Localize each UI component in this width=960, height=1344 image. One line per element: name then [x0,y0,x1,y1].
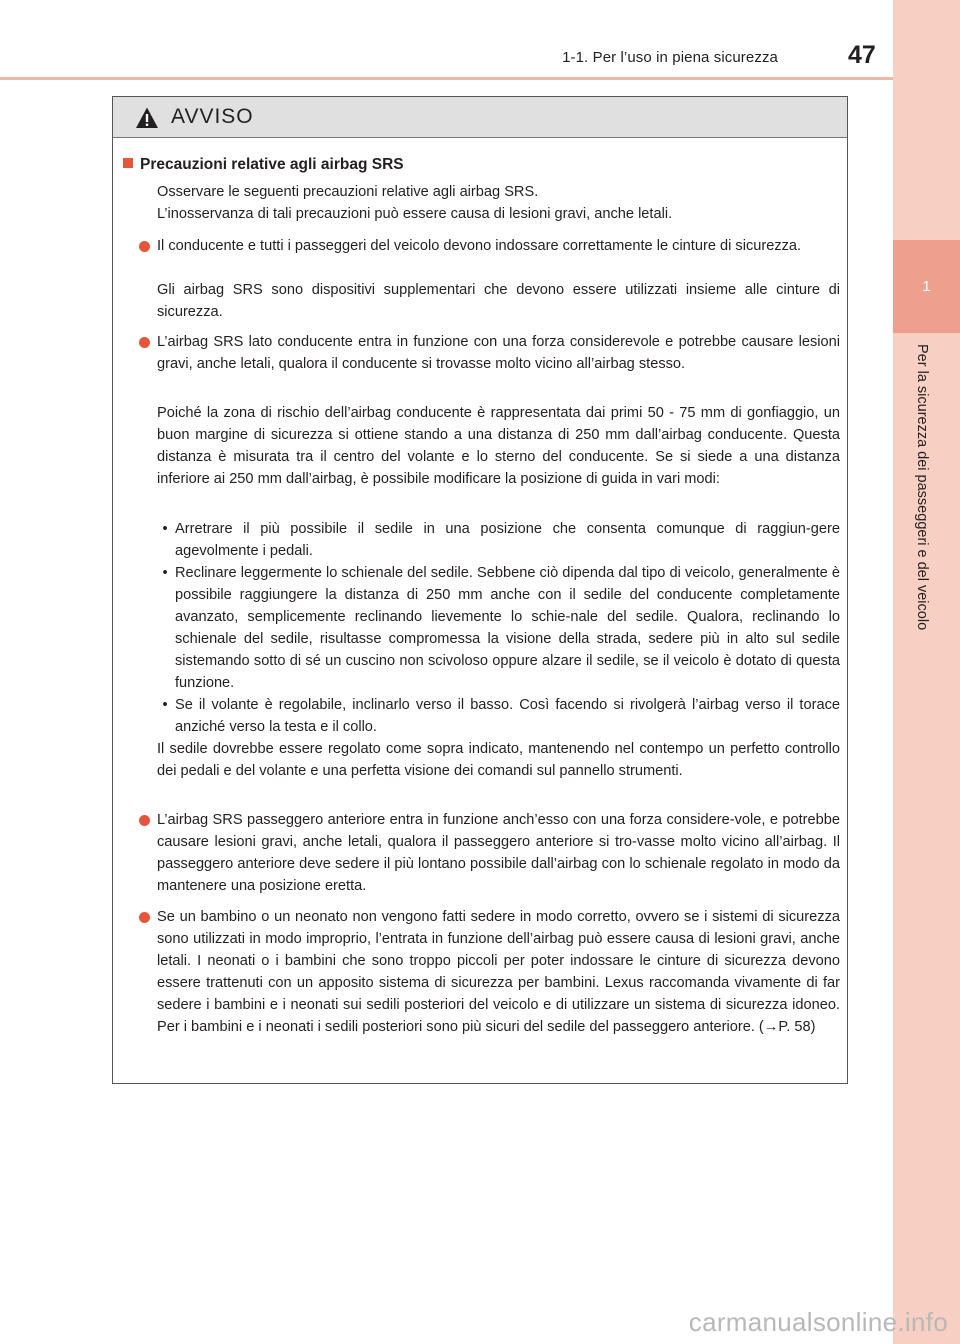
watermark: carmanualsonline.info [688,1307,948,1337]
round-bullet-icon [139,337,150,348]
section-heading-text: Precauzioni relative agli airbag SRS [140,156,404,173]
round-bullet-icon [139,241,150,252]
section-heading [123,154,404,176]
warning-title: AVVISO [171,105,254,128]
square-bullet-icon [123,158,133,168]
bullet-marker: • [162,565,168,581]
intro-line-2: L’inosservanza di tali precauzioni può essere causa di lesioni gravi, anche letali. [157,206,673,222]
item-2-text: L’airbag SRS lato conducente entra in funzione con una forza considerevole e potrebbe causare lesioni gravi, anche letali, qualora il conducente si trovasse molto vicino all’airbag stesso. [157,334,840,372]
item-2-bullet-3: Se il volante è regolabile, inclinarlo verso il basso. Così facendo si rivolgerà l’airbag verso il torace anziché verso la testa e il collo. [175,697,840,735]
item-2-bullet-2: Reclinare leggermente lo schienale del sedile. Sebbene ciò dipenda dal tipo di veicolo, generalmente è possibile raggiungere la distanza di 250 mm anche con il sedile del conducente completamente avanzato, semplicemente reclinando lievemente lo schie-nale del sedile. Qualora, reclinando lo schienale del sedile, risultasse compromessa la visione della strada, sedere più in alto sul sedile sistemando sotto di sé un cuscino non scivoloso oppure alzare il sedile, se il veicolo è dotato di questa funzione. [175,565,840,691]
section-title: 1-1. Per l’uso in piena sicurezza [562,49,778,66]
round-bullet-icon [139,912,150,923]
item-2-text2: Poiché la zona di rischio dell’airbag conducente è rappresentata dai primi 50 - 75 mm di gonfiaggio, un buon margine di sicurezza si ottiene stando a una distanza di 250 mm dall’airbag conducente. Questa distanza è misurata tra il centro del volante e lo sterno del conducente. Se si siede a una distanza inferiore ai 250 mm dall’airbag, è possibile modificare la posizione di guida in vari modi: [157,405,840,487]
chapter-number: 1 [922,278,931,295]
round-bullet-icon [139,815,150,826]
item-4-text: Se un bambino o un neonato non vengono fatti sedere in modo corretto, ovvero se i sistemi di sicurezza sono utilizzati in modo improprio, l’entrata in funzione dell’airbag può essere causa di lesioni gravi, anche letali. I neonati o i bambini che sono troppo piccoli per poter indossare le cinture di sicurezza devono essere trattenuti con un apposito sistema di sicurezza per bambini. Lexus raccomanda vivamente di far sedere i bambini e i neonati sui sedili posteriori del veicolo e di utilizzare un sistema di sicurezza idoneo. Per i bambini e i neonati i sedili posteriori sono più sicuri del sedile del passeggero anteriore. (→P. 58) [157,909,840,1035]
item-1-text2: Gli airbag SRS sono dispositivi supplementari che devono essere utilizzati insieme alle cinture di sicurezza. [157,282,840,320]
chapter-number-tab [893,240,960,333]
intro-line-1: Osservare le seguenti precauzioni relative agli airbag SRS. [157,184,539,200]
page-number: 47 [848,41,876,69]
warning-box [112,96,848,1084]
chapter-title: Per la sicurezza dei passeggeri e del veicolo [914,344,930,631]
item-3-text: L’airbag SRS passeggero anteriore entra in funzione anch’esso con una forza considere-vole, e potrebbe causare lesioni gravi, anche letali, qualora il passeggero anteriore si tro-vasse molto vicino all’airbag. Il passeggero anteriore deve sedere il più lontano possibile dall’airbag con lo schienale regolato in modo da mantenere una posizione eretta. [157,812,840,894]
item-2-text3: Il sedile dovrebbe essere regolato come sopra indicato, mantenendo nel contempo un perfetto controllo dei pedali e del volante e una perfetta visione dei comandi sul pannello strumenti. [157,741,840,779]
bullet-marker: • [162,697,168,713]
item-2-bullet-1: Arretrare il più possibile il sedile in una posizione che consenta comunque di raggiun-gere agevolmente i pedali. [175,521,840,559]
warning-triangle-icon [135,106,159,130]
chapter-side-tab [893,0,960,1344]
header-rule [0,77,893,80]
warning-header [113,97,847,138]
item-1-text: Il conducente e tutti i passeggeri del veicolo devono indossare correttamente le cinture di sicurezza. [157,238,802,254]
bullet-marker: • [162,521,168,537]
